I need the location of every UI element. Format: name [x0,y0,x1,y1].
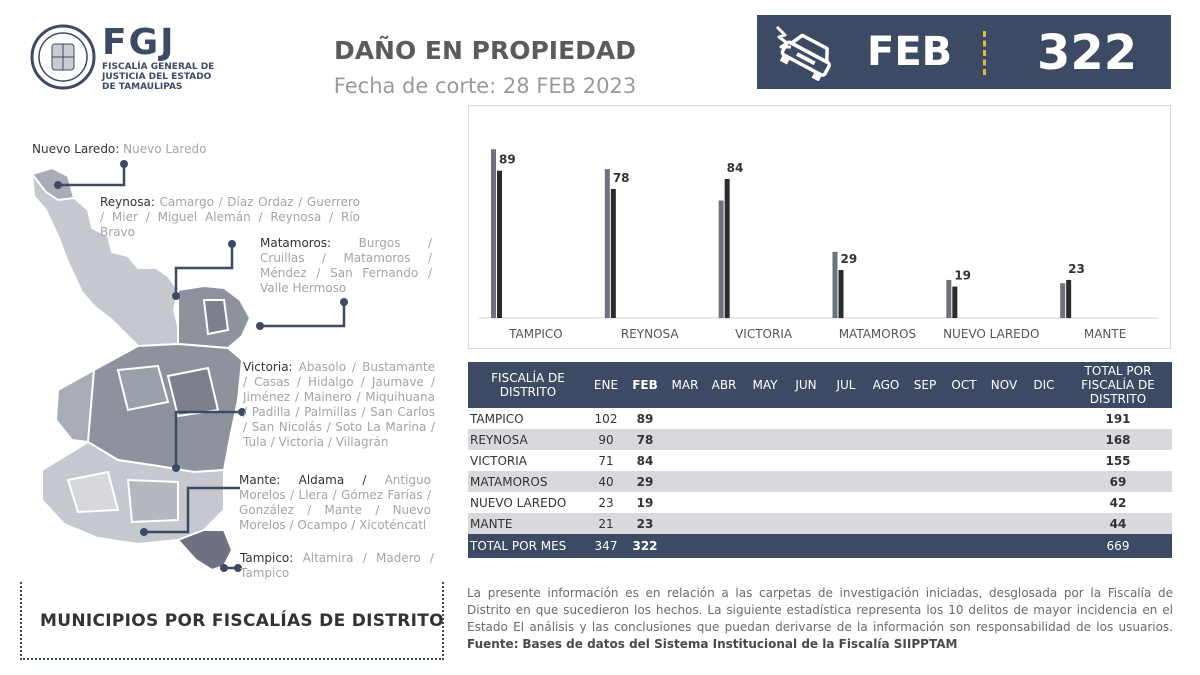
row-feb: 19 [636,495,654,510]
header-fiscalia: FISCALÍA DE DISTRITO [468,362,588,408]
district-name-tampico: Tampico: [240,551,294,565]
row-total: 44 [1064,513,1172,534]
logo-line-3: DE TAMAULIPAS [102,82,183,92]
row-ene: 90 [588,429,624,450]
fgj-logo [30,22,230,92]
table-row [468,408,1172,429]
footnote-source-label: Fuente: [467,637,519,651]
district-label-reynosa [100,195,360,240]
table-row [468,492,1172,513]
logo-abbreviation: FGJ [102,22,176,63]
row-ene: 102 [594,411,618,426]
row-feb: 84 [636,453,654,468]
total-row-name: TOTAL POR MES [468,534,588,558]
district-list-nuevo-laredo: Nuevo Laredo [123,142,207,156]
district-label-mante [239,473,431,533]
header-mar: MAR [666,362,704,408]
header-ene: ENE [588,362,624,408]
footnote-text: La presente información es en relación a las carpetas de investigación iniciadas, desglosada por la Fiscalía de Distrito en que sucedieron los hechos. La siguiente estadística representa los 10 delitos de mayor incidencia en el Estado El análisis y las conclusiones que puedan derivarse de la información son responsabilidad de los usuarios. [467,586,1173,634]
district-name-victoria: Victoria: [243,360,293,374]
table-row [468,429,1172,450]
row-name: NUEVO LAREDO [470,495,567,510]
header-jun: JUN [786,362,826,408]
car-crash-icon [771,23,835,81]
district-name-nuevo-laredo: Nuevo Laredo: [32,142,120,156]
total-row-total: 669 [1064,534,1172,558]
page-title: DAÑO EN PROPIEDAD [333,36,637,65]
bar-ene-matamoros [833,252,838,318]
row-name: VICTORIA [470,453,527,468]
page-subtitle: Fecha de corte: 28 FEB 2023 [333,74,637,98]
row-total: 168 [1064,429,1172,450]
bar-ene-victoria [719,201,724,318]
header-feb: FEB [624,362,666,408]
bar-feb-nuevo-laredo [952,287,957,318]
banner-total: 322 [1037,25,1138,81]
district-label-nuevo-laredo [32,142,272,157]
tick-label-reynosa: REYNOSA [620,327,679,341]
data-label-reynosa: 78 [612,170,630,185]
table-header-row [468,362,1172,408]
row-feb: 23 [624,513,666,534]
tick-label-matamoros: MATAMOROS [838,327,917,341]
tamaulipas-map [28,140,448,580]
district-list-matamoros: Burgos / Cruillas / Matamoros / Méndez / San Fernando / Valle Hermoso [260,236,432,295]
bar-ene-mante [1060,283,1065,318]
footnote [467,585,1173,653]
row-total: 69 [1064,471,1172,492]
tick-label-mante: MANTE [1083,327,1127,341]
row-total: 155 [1105,453,1131,468]
table-row [468,513,1172,534]
header-may: MAY [744,362,786,408]
total-row-ene: 347 [588,534,624,558]
logo-line-2: JUSTICIA DEL ESTADO [102,72,212,82]
district-name-aldama: Aldama / [298,473,367,487]
bar-chart-panel [468,105,1171,349]
district-list-tampico: Altamira / Madero / Tampico [240,551,434,580]
row-name: MANTE [468,513,588,534]
row-total: 42 [1109,495,1127,510]
district-name-matamoros: Matamoros: [260,236,332,250]
district-label-tampico [240,551,434,581]
data-label-tampico: 89 [499,152,516,167]
bar-feb-reynosa [611,189,616,318]
header-dic: DIC [1024,362,1064,408]
data-label-victoria: 84 [726,161,744,176]
district-name-reynosa: Reynosa: [100,195,155,209]
data-label-matamoros: 29 [840,252,858,267]
bar-ene-tampico [491,149,496,318]
footnote-source: Bases de datos del Sistema Institucional de la Fiscalía SIIPPTAM [522,637,958,651]
row-ene: 71 [598,453,614,468]
header-nov: NOV [984,362,1024,408]
state-seal-icon [30,24,96,90]
tick-label-tampico: TAMPICO [509,327,563,341]
month-banner [757,15,1171,89]
bar-chart [469,106,1172,350]
total-row-feb: 322 [624,534,666,558]
row-feb: 89 [636,411,654,426]
bar-ene-nuevo-laredo [946,280,951,318]
district-list-reynosa: Camargo / Díaz Ordaz / Guerrero / Mier / Miguel Alemán / Reynosa / Río Bravo [100,195,360,239]
bar-feb-mante [1066,280,1071,318]
data-table [468,362,1172,558]
row-ene: 23 [598,495,614,510]
data-label-nuevo-laredo: 19 [954,268,972,283]
header-ago: AGO [866,362,906,408]
row-feb: 29 [624,471,666,492]
table-row [468,471,1172,492]
bar-feb-victoria [725,179,730,318]
district-label-victoria [243,360,435,450]
header-oct: OCT [944,362,984,408]
row-feb: 78 [624,429,666,450]
table-row [468,450,1172,471]
logo-line-1: FISCALÍA GENERAL DE [102,62,215,72]
header-sep: SEP [906,362,944,408]
header-total: TOTAL POR FISCALÍA DE DISTRITO [1064,362,1172,408]
banner-month: FEB [867,29,953,75]
tick-label-victoria: VICTORIA [735,327,793,341]
header-abr: ABR [704,362,744,408]
district-list-mante: Antiguo Morelos / Llera / Gómez Farías / González / Mante / Nuevo Morelos / Ocampo / Xicoténcatl [239,473,431,532]
data-label-mante: 23 [1068,261,1085,276]
district-name-mante: Mante: [239,473,281,487]
row-name: REYNOSA [468,429,588,450]
table-total-row [468,534,1172,558]
tick-label-nuevo-laredo: NUEVO LAREDO [943,327,1040,341]
row-ene: 40 [588,471,624,492]
row-name: TAMPICO [470,411,524,426]
district-label-matamoros [260,236,432,296]
bar-feb-tampico [497,171,502,318]
bar-feb-matamoros [839,270,844,318]
district-list-victoria: Abasolo / Bustamante / Casas / Hidalgo / Jaumave / Jiménez / Mainero / Miquihuana / Padilla / Palmillas / San Carlos / San Nicolás / Soto La Marina / Tula / Victoria / Villagrán [243,360,435,449]
header-jul: JUL [826,362,866,408]
banner-separator [983,31,987,75]
row-name: MATAMOROS [468,471,588,492]
bar-ene-reynosa [605,169,610,318]
municipios-title: MUNICIPIOS POR FISCALÍAS DE DISTRITO [40,611,444,631]
row-ene: 21 [588,513,624,534]
row-total: 191 [1105,411,1131,426]
